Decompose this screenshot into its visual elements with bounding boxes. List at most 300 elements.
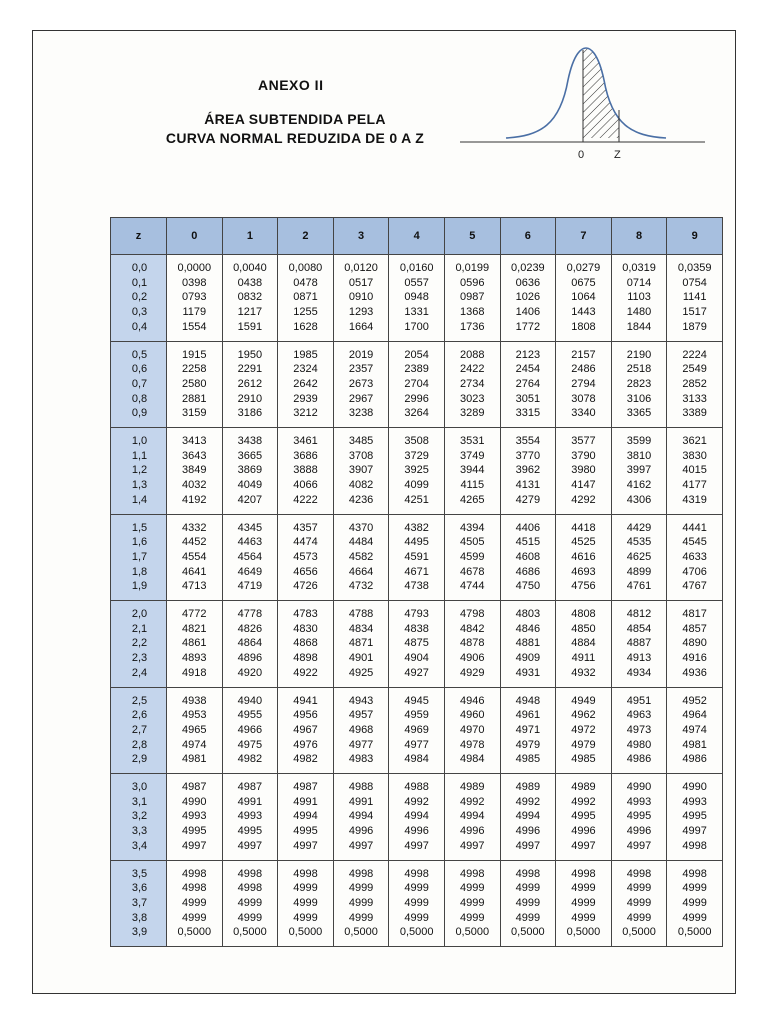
area-value: 4993 xyxy=(682,795,707,808)
area-value: 0,0120 xyxy=(344,262,378,275)
area-value: 4994 xyxy=(293,810,318,823)
area-value: 3315 xyxy=(515,407,541,420)
table-row-group xyxy=(111,601,723,688)
area-value: 4999 xyxy=(404,882,429,895)
area-value: 4429 xyxy=(626,521,652,534)
area-value: 4998 xyxy=(348,867,374,880)
z-value: 1,1 xyxy=(131,449,148,462)
header-z: z xyxy=(111,218,167,255)
area-value: 4999 xyxy=(682,896,707,909)
area-value: 1103 xyxy=(627,291,651,304)
area-value: 4982 xyxy=(237,753,263,766)
header-col-7: 7 xyxy=(556,218,612,255)
area-value: 3159 xyxy=(182,407,207,420)
table-cell xyxy=(500,428,556,515)
area-value: 4979 xyxy=(571,738,596,751)
table-cell xyxy=(500,774,556,861)
area-value: 4986 xyxy=(626,753,652,766)
area-value: 4370 xyxy=(348,521,374,534)
z-value: 0,2 xyxy=(131,291,148,304)
area-value: 1664 xyxy=(348,320,374,333)
area-value: 3485 xyxy=(348,435,374,448)
area-value: 4976 xyxy=(293,738,318,751)
area-value: 0,5000 xyxy=(344,926,378,939)
area-value: 4999 xyxy=(293,896,318,909)
area-value: 2734 xyxy=(460,377,485,390)
area-value: 4854 xyxy=(626,622,652,635)
area-value: 4279 xyxy=(515,493,541,506)
table-cell xyxy=(167,687,223,774)
area-value: 1480 xyxy=(626,306,652,319)
z-value: 0,6 xyxy=(131,363,148,376)
header-col-0: 0 xyxy=(167,218,223,255)
area-value: 1255 xyxy=(293,306,318,319)
area-value: 1064 xyxy=(571,291,596,304)
area-value: 2549 xyxy=(682,363,707,376)
area-value: 4994 xyxy=(348,810,374,823)
area-value: 4984 xyxy=(460,753,485,766)
area-value: 4999 xyxy=(515,911,541,924)
table-cell xyxy=(389,514,445,601)
area-value: 4899 xyxy=(626,565,652,578)
table-cell xyxy=(278,774,334,861)
z-value: 0,5 xyxy=(131,348,148,361)
area-value: 3869 xyxy=(237,464,263,477)
area-value: 3023 xyxy=(460,392,485,405)
table-cell xyxy=(667,860,723,947)
z-value: 0,4 xyxy=(131,320,148,333)
z-value: 0,8 xyxy=(131,392,148,405)
area-value: 4995 xyxy=(571,810,596,823)
area-value: 4236 xyxy=(348,493,374,506)
table-cell xyxy=(667,255,723,342)
area-value: 4963 xyxy=(626,709,652,722)
area-value: 0,0359 xyxy=(677,262,712,275)
area-value: 4896 xyxy=(237,652,263,665)
table-row-group xyxy=(111,341,723,428)
area-value: 2642 xyxy=(293,377,318,390)
z-values-cell xyxy=(111,428,167,515)
area-value: 3554 xyxy=(515,435,541,448)
area-value: 4966 xyxy=(237,723,263,736)
area-value: 4957 xyxy=(348,709,374,722)
area-value: 4997 xyxy=(182,839,207,852)
area-value: 0,0040 xyxy=(233,262,267,275)
area-value: 4545 xyxy=(682,536,707,549)
table-row-group xyxy=(111,687,723,774)
area-value: 4995 xyxy=(682,810,707,823)
table-cell xyxy=(611,860,667,947)
area-value: 4904 xyxy=(404,652,429,665)
z-value: 1,5 xyxy=(131,521,148,534)
area-value: 4147 xyxy=(571,479,596,492)
area-value: 4999 xyxy=(626,882,652,895)
table-cell xyxy=(667,514,723,601)
area-value: 0948 xyxy=(404,291,429,304)
area-value: 4999 xyxy=(182,896,207,909)
area-value: 1517 xyxy=(682,306,707,319)
z-value: 3,8 xyxy=(131,911,148,924)
area-value: 4997 xyxy=(293,839,318,852)
area-value: 4750 xyxy=(515,580,541,593)
area-value: 4207 xyxy=(237,493,263,506)
area-value: 3238 xyxy=(348,407,374,420)
area-value: 0,0279 xyxy=(566,262,601,275)
area-value: 4998 xyxy=(626,867,652,880)
table-row-group xyxy=(111,255,723,342)
table-cell xyxy=(444,514,500,601)
table-row-group xyxy=(111,514,723,601)
table-cell xyxy=(389,860,445,947)
table-row-group xyxy=(111,860,723,947)
area-value: 4982 xyxy=(293,753,318,766)
area-value: 4726 xyxy=(293,580,318,593)
area-value: 4591 xyxy=(404,550,429,563)
table-cell xyxy=(556,428,612,515)
area-value: 2357 xyxy=(348,363,374,376)
area-value: 4998 xyxy=(237,882,263,895)
area-value: 3849 xyxy=(182,464,207,477)
area-value: 4960 xyxy=(460,709,485,722)
area-value: 0636 xyxy=(515,276,541,289)
area-value: 1808 xyxy=(571,320,596,333)
area-value: 1406 xyxy=(515,306,541,319)
area-value: 3212 xyxy=(293,407,318,420)
table-cell xyxy=(611,341,667,428)
area-value: 4909 xyxy=(515,652,541,665)
area-value: 4406 xyxy=(515,521,541,534)
area-value: 3389 xyxy=(682,407,707,420)
area-value: 4987 xyxy=(293,781,318,794)
area-value: 4991 xyxy=(293,795,318,808)
z-values-cell xyxy=(111,687,167,774)
table-cell xyxy=(278,341,334,428)
area-value: 2486 xyxy=(571,363,596,376)
area-value: 4906 xyxy=(460,652,485,665)
area-value: 4319 xyxy=(682,493,707,506)
area-value: 4964 xyxy=(682,709,707,722)
label-z: Z xyxy=(614,149,621,161)
table-cell xyxy=(222,255,278,342)
area-value: 4938 xyxy=(182,694,207,707)
area-value: 2612 xyxy=(237,377,263,390)
area-value: 0,0239 xyxy=(511,262,545,275)
area-value: 2088 xyxy=(460,348,485,361)
z-values-cell xyxy=(111,774,167,861)
area-value: 4838 xyxy=(404,622,429,635)
area-value: 4970 xyxy=(460,723,485,736)
z-value: 1,3 xyxy=(131,479,148,492)
table-cell xyxy=(333,428,389,515)
area-value: 4999 xyxy=(682,882,707,895)
area-value: 2967 xyxy=(348,392,374,405)
area-value: 4974 xyxy=(682,723,707,736)
area-value: 2324 xyxy=(293,363,318,376)
area-value: 4871 xyxy=(348,637,374,650)
area-value: 4842 xyxy=(460,622,485,635)
z-value: 2,6 xyxy=(131,709,148,722)
area-value: 4998 xyxy=(571,867,596,880)
area-value: 4940 xyxy=(237,694,263,707)
area-value: 4875 xyxy=(404,637,429,650)
area-value: 3888 xyxy=(293,464,318,477)
area-value: 4535 xyxy=(626,536,652,549)
area-value: 4985 xyxy=(515,753,541,766)
area-value: 4846 xyxy=(515,622,541,635)
area-value: 4998 xyxy=(682,839,707,852)
table-cell xyxy=(611,255,667,342)
area-value: 4999 xyxy=(515,896,541,909)
area-value: 3508 xyxy=(404,435,429,448)
area-value: 4996 xyxy=(626,825,652,838)
area-value: 0,0199 xyxy=(455,262,490,275)
area-value: 4989 xyxy=(460,781,485,794)
area-value: 4998 xyxy=(682,867,707,880)
area-value: 4929 xyxy=(460,666,485,679)
area-value: 4962 xyxy=(571,709,596,722)
area-value: 4993 xyxy=(182,810,207,823)
area-value: 4999 xyxy=(460,911,485,924)
area-value: 4608 xyxy=(515,550,541,563)
table-cell xyxy=(222,428,278,515)
area-value: 4913 xyxy=(626,652,652,665)
area-value: 4032 xyxy=(182,479,207,492)
z-value: 2,9 xyxy=(131,753,148,766)
area-value: 4953 xyxy=(182,709,207,722)
area-value: 4994 xyxy=(404,810,429,823)
area-value: 1628 xyxy=(293,320,318,333)
area-value: 4554 xyxy=(182,550,207,563)
table-cell xyxy=(278,428,334,515)
area-value: 0832 xyxy=(237,291,263,304)
area-value: 4973 xyxy=(626,723,652,736)
area-value: 4918 xyxy=(182,666,207,679)
area-value: 4861 xyxy=(182,637,207,650)
z-value: 1,2 xyxy=(131,464,148,477)
area-value: 1772 xyxy=(515,320,541,333)
area-value: 4989 xyxy=(515,781,541,794)
area-value: 4998 xyxy=(293,867,318,880)
table-cell xyxy=(444,774,500,861)
area-value: 4988 xyxy=(348,781,374,794)
area-value: 2580 xyxy=(182,377,207,390)
area-value: 1985 xyxy=(293,348,318,361)
area-value: 4452 xyxy=(182,536,207,549)
area-value: 4934 xyxy=(626,666,652,679)
z-value: 2,0 xyxy=(131,608,148,621)
area-value: 4864 xyxy=(237,637,263,650)
area-value: 4994 xyxy=(460,810,485,823)
area-value: 4952 xyxy=(682,694,707,707)
header-col-1: 1 xyxy=(222,218,278,255)
area-value: 0987 xyxy=(460,291,485,304)
area-value: 0,5000 xyxy=(511,926,545,939)
area-value: 4641 xyxy=(182,565,207,578)
area-value: 4678 xyxy=(460,565,485,578)
area-value: 0793 xyxy=(182,291,207,304)
area-value: 0,5000 xyxy=(455,926,490,939)
area-value: 0754 xyxy=(682,276,707,289)
area-value: 4999 xyxy=(348,896,374,909)
area-value: 0675 xyxy=(571,276,596,289)
table-cell xyxy=(556,774,612,861)
area-value: 2823 xyxy=(626,377,652,390)
area-value: 4979 xyxy=(515,738,541,751)
area-value: 4625 xyxy=(626,550,652,563)
table-cell xyxy=(444,428,500,515)
area-value: 4999 xyxy=(404,896,429,909)
area-value: 4564 xyxy=(237,550,263,563)
z-value: 3,7 xyxy=(131,896,148,909)
area-value: 2224 xyxy=(682,348,707,361)
z-value: 2,1 xyxy=(131,622,148,635)
area-value: 1736 xyxy=(460,320,485,333)
area-value: 4649 xyxy=(237,565,263,578)
area-value: 4996 xyxy=(515,825,541,838)
area-value: 0517 xyxy=(348,276,374,289)
area-value: 4345 xyxy=(237,521,263,534)
area-value: 4992 xyxy=(571,795,596,808)
area-value: 2123 xyxy=(515,348,541,361)
z-values-cell xyxy=(111,601,167,688)
area-value: 4015 xyxy=(682,464,707,477)
area-value: 4525 xyxy=(571,536,596,549)
area-value: 4115 xyxy=(460,479,485,492)
table-cell xyxy=(556,341,612,428)
z-value: 2,3 xyxy=(131,652,148,665)
table-cell xyxy=(278,687,334,774)
z-value: 1,6 xyxy=(131,536,148,549)
area-value: 4251 xyxy=(404,493,429,506)
area-value: 4936 xyxy=(682,666,707,679)
area-value: 2852 xyxy=(682,377,707,390)
area-value: 4798 xyxy=(460,608,485,621)
annex-subtitle xyxy=(140,110,450,148)
header-col-4: 4 xyxy=(389,218,445,255)
table-cell xyxy=(556,255,612,342)
area-value: 4803 xyxy=(515,608,541,621)
area-value: 3729 xyxy=(404,449,429,462)
area-value: 1844 xyxy=(626,320,652,333)
area-value: 4484 xyxy=(348,536,374,549)
table-cell xyxy=(556,860,612,947)
subtitle-line-2: CURVA NORMAL REDUZIDA DE 0 A Z xyxy=(165,130,425,146)
z-value: 0,0 xyxy=(131,262,148,275)
area-value: 4656 xyxy=(293,565,318,578)
table-cell xyxy=(167,428,223,515)
z-value: 0,7 xyxy=(131,377,148,390)
area-value: 4997 xyxy=(515,839,541,852)
table-cell xyxy=(667,341,723,428)
table-cell xyxy=(222,860,278,947)
area-value: 4991 xyxy=(237,795,263,808)
area-value: 3686 xyxy=(293,449,318,462)
table-cell xyxy=(167,514,223,601)
area-value: 4999 xyxy=(237,911,263,924)
table-cell xyxy=(333,341,389,428)
table-cell xyxy=(167,255,223,342)
table-cell xyxy=(556,601,612,688)
area-value: 4177 xyxy=(682,479,707,492)
area-value: 3830 xyxy=(682,449,707,462)
area-value: 4955 xyxy=(237,709,263,722)
area-value: 4997 xyxy=(348,839,374,852)
area-value: 4959 xyxy=(404,709,429,722)
area-value: 4961 xyxy=(515,709,541,722)
area-value: 4999 xyxy=(571,911,596,924)
z-values-cell xyxy=(111,255,167,342)
area-value: 4967 xyxy=(293,723,318,736)
area-value: 2422 xyxy=(460,363,485,376)
table-cell xyxy=(500,601,556,688)
table-cell xyxy=(222,601,278,688)
area-value: 4515 xyxy=(515,536,541,549)
area-value: 4664 xyxy=(348,565,374,578)
table-cell xyxy=(667,774,723,861)
area-value: 3643 xyxy=(182,449,207,462)
table-cell xyxy=(500,860,556,947)
z-value: 2,2 xyxy=(131,637,148,650)
area-value: 4901 xyxy=(348,652,374,665)
subtitle-line-1: ÁREA SUBTENDIDA PELA xyxy=(204,111,386,127)
z-value: 3,3 xyxy=(131,825,148,838)
area-value: 1700 xyxy=(404,320,429,333)
area-value: 4983 xyxy=(348,753,374,766)
area-value: 4971 xyxy=(515,723,541,736)
area-value: 4066 xyxy=(293,479,318,492)
area-value: 0438 xyxy=(237,276,263,289)
area-value: 4999 xyxy=(404,911,429,924)
area-value: 4981 xyxy=(682,738,707,751)
z-value: 1,0 xyxy=(131,435,148,448)
z-value: 2,4 xyxy=(131,666,148,679)
area-value: 4599 xyxy=(460,550,485,563)
area-value: 4993 xyxy=(626,795,652,808)
area-value: 2939 xyxy=(293,392,318,405)
area-value: 4999 xyxy=(460,896,485,909)
area-value: 4192 xyxy=(182,493,207,506)
area-value: 4999 xyxy=(293,911,318,924)
area-value: 1179 xyxy=(182,306,207,319)
area-value: 4991 xyxy=(348,795,374,808)
area-value: 4999 xyxy=(460,882,485,895)
header-col-2: 2 xyxy=(278,218,334,255)
area-value: 4972 xyxy=(571,723,596,736)
area-value: 4890 xyxy=(682,637,707,650)
area-value: 4788 xyxy=(348,608,374,621)
area-value: 4357 xyxy=(293,521,318,534)
area-value: 4332 xyxy=(182,521,207,534)
area-value: 4857 xyxy=(682,622,707,635)
area-value: 4878 xyxy=(460,637,485,650)
table-cell xyxy=(611,514,667,601)
area-value: 4980 xyxy=(626,738,652,751)
table-cell xyxy=(444,687,500,774)
area-value: 3997 xyxy=(626,464,652,477)
area-value: 4830 xyxy=(293,622,318,635)
area-value: 4265 xyxy=(460,493,485,506)
area-value: 4922 xyxy=(293,666,318,679)
area-value: 3770 xyxy=(515,449,541,462)
area-value: 4997 xyxy=(571,839,596,852)
area-value: 4826 xyxy=(237,622,263,635)
area-value: 0,0319 xyxy=(622,262,656,275)
table-row-group xyxy=(111,774,723,861)
area-value: 4948 xyxy=(515,694,541,707)
area-value: 4997 xyxy=(460,839,485,852)
table-cell xyxy=(500,341,556,428)
header-row xyxy=(111,218,723,255)
